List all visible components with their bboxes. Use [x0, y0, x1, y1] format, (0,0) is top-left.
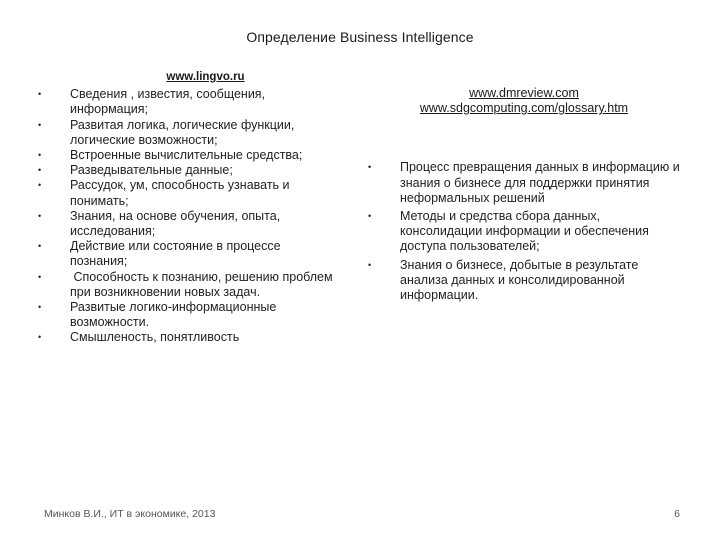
footer-author: Минков В.И., ИТ в экономике, 2013: [44, 508, 216, 520]
page-number: 6: [674, 508, 680, 520]
source-link-dmreview[interactable]: www.dmreview.com: [469, 86, 579, 100]
list-item: [368, 209, 680, 255]
list-item: [38, 209, 338, 239]
left-definition-list: [38, 87, 338, 345]
bullet-icon: •: [38, 210, 42, 221]
bullet-icon: •: [38, 165, 42, 176]
source-link-sdgcomputing[interactable]: www.sdgcomputing.com/glossary.htm: [419, 101, 629, 116]
bullet-icon: •: [38, 89, 42, 100]
bullet-icon: •: [38, 332, 42, 343]
source-link-lingvo[interactable]: www.lingvo.ru: [166, 71, 245, 83]
list-item-text: Встроенные вычислительные средства;: [70, 148, 303, 163]
list-item-text: Способность к познанию, решению проблем при возникновении новых задач.: [70, 269, 337, 299]
list-item-text: Сведения , известия, сообщения, информация;: [70, 87, 266, 117]
bullet-icon: •: [38, 302, 42, 313]
list-item: [38, 87, 338, 117]
list-item: [38, 330, 338, 345]
list-item-text: Действие или состояние в процессе познания;: [70, 239, 281, 269]
list-item: [368, 258, 680, 304]
page-title: Определение Business Intelligence: [246, 29, 474, 45]
list-item-text: Методы и средства сбора данных, консолидации информации и обеспечения доступа пользователей;: [400, 209, 649, 254]
bullet-icon: •: [368, 211, 372, 222]
list-item-text: Знания о бизнесе, добытые в результате анализа данных и консолидированной информации.: [400, 257, 639, 303]
list-item: [38, 300, 338, 330]
list-item-text: Знания, на основе обучения, опыта, исследования;: [70, 208, 281, 239]
list-item: [38, 148, 338, 163]
list-item: [38, 178, 338, 208]
list-item-text: Процесс превращения данных в информацию и знания о бизнесе для поддержки принятия неформальных решений: [400, 160, 680, 205]
list-item: [38, 163, 338, 178]
bullet-icon: •: [38, 271, 42, 282]
left-column: [38, 70, 338, 346]
list-item-text: Рассудок, ум, способность узнавать и понимать;: [70, 178, 290, 208]
list-item-text: Смышленость, понятливость: [70, 330, 240, 345]
bullet-icon: •: [38, 180, 42, 191]
bullet-icon: •: [38, 241, 42, 252]
list-item-text: Развитая логика, логические функции, логические возможности;: [70, 117, 295, 147]
right-definition-list: [368, 160, 680, 303]
bullet-icon: •: [38, 150, 42, 161]
bullet-icon: •: [38, 119, 42, 130]
bullet-icon: •: [368, 162, 372, 173]
right-column: [368, 86, 680, 306]
bullet-icon: •: [368, 259, 372, 270]
list-item: [38, 239, 338, 269]
list-item-text: Развитые логико-информационные возможности.: [70, 300, 277, 330]
list-item-text: Разведывательные данные;: [70, 163, 233, 178]
list-item: [38, 118, 338, 148]
list-item: [38, 270, 338, 300]
list-item: [368, 160, 680, 206]
